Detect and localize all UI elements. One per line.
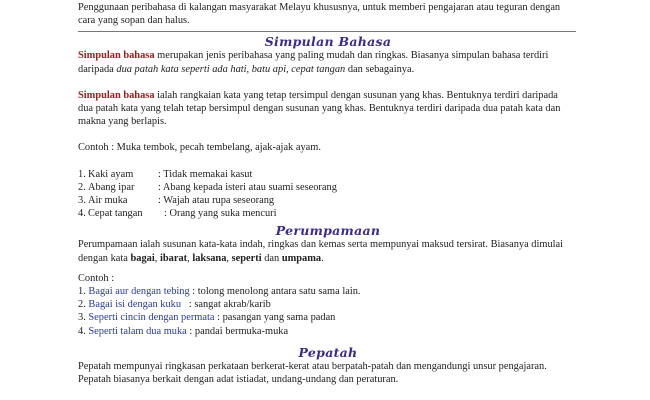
simpulan-p1-text: merupakan jenis peribahasa yang paling mudah dan ringkas. Biasanya simpulan bahasa terdiri bbox=[154, 50, 549, 62]
item-meaning: : tolong menolong antara satu sama lain. bbox=[189, 286, 361, 298]
item-meaning: : Tidak memakai kasut bbox=[158, 168, 253, 180]
keyword-bagai: bagai bbox=[130, 252, 155, 264]
item-meaning: : pandai bermuka-muka bbox=[186, 325, 289, 337]
simpulan-p2-line3: makna yang berlapis. bbox=[78, 116, 167, 128]
heading-pepatah: Pepatah bbox=[298, 344, 358, 360]
perumpamaan-line-1: Perumpamaan ialah susunan kata-kata indah, ringkas dan kemas serta mempunyai maksud tersirat. Biasanya dimulai bbox=[78, 239, 564, 251]
keyword-umpama: umpama bbox=[281, 252, 322, 264]
perumpamaan-list bbox=[78, 285, 578, 338]
simpulan-list bbox=[78, 168, 578, 221]
link-seperti-cincin-dengan-permata[interactable]: Seperti cincin dengan permata bbox=[88, 312, 215, 324]
term-simpulan-bahasa: Simpulan bahasa bbox=[78, 50, 155, 62]
separator: , bbox=[154, 252, 160, 264]
keyword-laksana: laksana bbox=[192, 252, 227, 264]
separator: , bbox=[187, 252, 193, 264]
simpulan-paragraph-2 bbox=[78, 89, 578, 129]
link-bagai-isi-dengan-kuku[interactable]: Bagai isi dengan kuku bbox=[88, 299, 182, 311]
intro-paragraph bbox=[78, 1, 578, 27]
heading-simpulan-bahasa: Simpulan Bahasa bbox=[264, 34, 392, 50]
simpulan-paragraph-1 bbox=[78, 49, 578, 75]
intro-line-1: Penggunaan peribahasa di kalangan masyarakat Melayu khususnya, untuk memberi pengajaran atau teguran dengan bbox=[78, 2, 561, 13]
simpulan-p2-text: ialah rangkaian kata yang tetap tersimpul dengan susunan yang khas. Bentuknya terdiri daripada bbox=[154, 89, 558, 101]
pepatah-line-2: Pepatah biasanya berkait dengan adat istiadat, undang-undang dan peraturan. bbox=[78, 374, 399, 386]
simpulan-p2-line2: dua patah kata yang telah tetap bersimpul dengan susunan yang khas. Bentuknya terdiri daripada dua patah kata dan bbox=[78, 103, 561, 115]
item-term: Cepat tangan bbox=[88, 208, 143, 220]
item-number: 4. bbox=[78, 325, 86, 337]
item-number: 1. bbox=[78, 168, 86, 180]
list-item bbox=[78, 207, 578, 220]
item-term: Abang ipar bbox=[88, 181, 135, 193]
simpulan-p1-line2-post: dan sebagainya. bbox=[345, 63, 415, 75]
perumpamaan-line-2-pre: dengan kata bbox=[78, 252, 131, 264]
intro-line-2: cara yang sopan dan halus. bbox=[78, 15, 190, 27]
list-item bbox=[78, 285, 578, 298]
simpulan-p1-examples: dua patah kata seperti ada hati, batu api, cepat tangan bbox=[116, 63, 346, 75]
item-number: 2. bbox=[78, 181, 86, 193]
item-number: 3. bbox=[78, 195, 86, 207]
keyword-seperti: seperti bbox=[231, 252, 262, 264]
simpulan-p1-line2-pre: daripada bbox=[78, 63, 117, 75]
perumpamaan-example-label: Contoh : bbox=[78, 272, 115, 284]
link-seperti-talam-dua-muka[interactable]: Seperti talam dua muka bbox=[88, 325, 187, 337]
list-item bbox=[78, 194, 578, 207]
item-number: 4. bbox=[78, 208, 86, 220]
perumpamaan-paragraph bbox=[78, 238, 578, 264]
item-term: Air muka bbox=[88, 195, 128, 207]
simpulan-example: Contoh : Muka tembok, pecah tembelang, ajak-ajak ayam. bbox=[78, 142, 321, 154]
list-item bbox=[78, 311, 578, 324]
list-item bbox=[78, 168, 578, 181]
conjunction: dan bbox=[261, 252, 282, 264]
pepatah-line-1: Pepatah mempunyai ringkasan perkataan berkerat-kerat atau berpatah-patah dan mengandungi unsur pengajaran. bbox=[78, 360, 547, 372]
item-number: 3. bbox=[78, 312, 86, 324]
list-item bbox=[78, 298, 578, 311]
term-simpulan-bahasa-2: Simpulan bahasa bbox=[78, 89, 155, 101]
list-item bbox=[78, 181, 578, 194]
heading-perumpamaan: Perumpamaan bbox=[275, 223, 381, 239]
period: . bbox=[321, 252, 324, 264]
pepatah-paragraph bbox=[78, 360, 578, 386]
list-item bbox=[78, 325, 578, 338]
item-number: 1. bbox=[78, 286, 86, 298]
separator: , bbox=[226, 252, 232, 264]
keyword-ibarat: ibarat bbox=[159, 252, 188, 264]
item-meaning: : sangat akrab/karib bbox=[181, 299, 271, 311]
item-meaning: : Wajah atau rupa seseorang bbox=[158, 195, 275, 207]
item-meaning: : pasangan yang sama padan bbox=[214, 312, 336, 324]
item-meaning: : Orang yang suka mencuri bbox=[164, 208, 277, 220]
section-divider bbox=[78, 31, 576, 32]
link-bagai-aur-dengan-tebing[interactable]: Bagai aur dengan tebing bbox=[88, 286, 190, 298]
document-content bbox=[78, 0, 578, 386]
item-term: Kaki ayam bbox=[88, 168, 134, 180]
item-number: 2. bbox=[78, 299, 86, 311]
item-meaning: : Abang kepada isteri atau suami seseorang bbox=[158, 181, 337, 193]
